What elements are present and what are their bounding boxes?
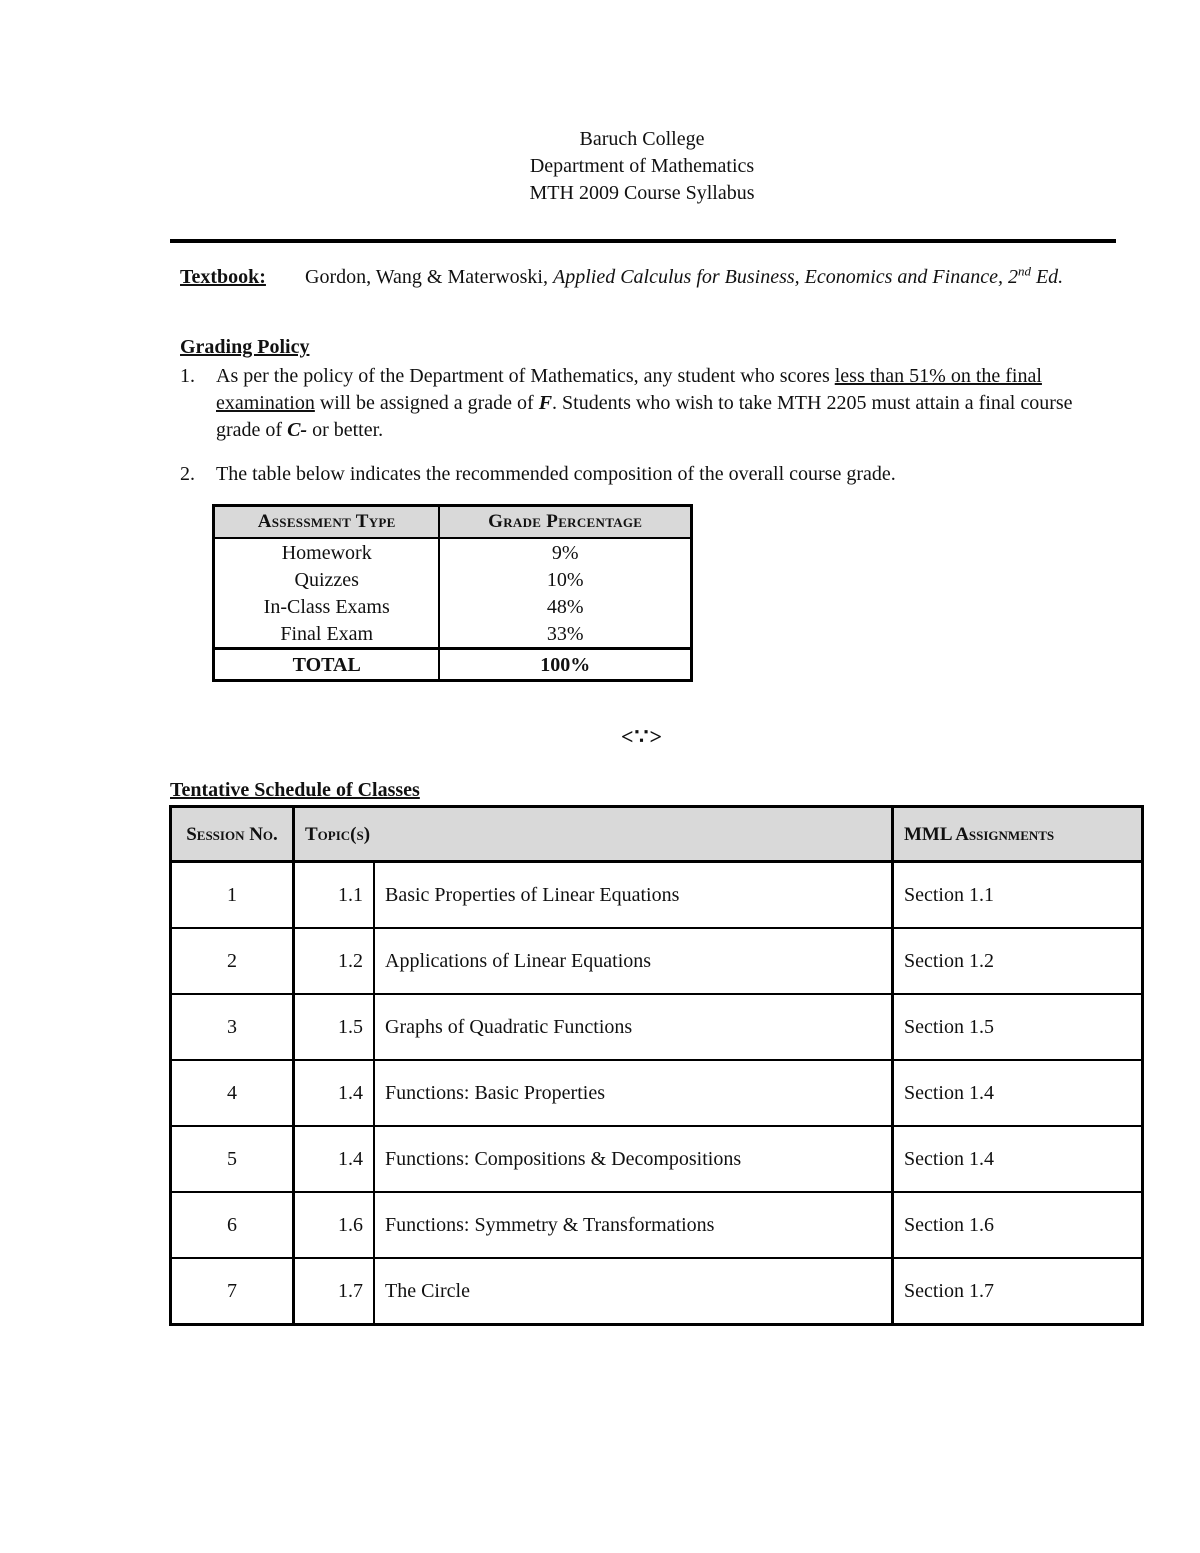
session-number: 6 [171,1192,294,1258]
header-divider [170,239,1116,243]
mml-assignment: Section 1.5 [893,994,1143,1060]
document-header [0,126,1200,207]
grade-table-header-percentage: Grade Percentage [439,506,691,539]
grade-table-header-assessment: Assessment Type [214,506,440,539]
table-row [171,1258,1143,1325]
grade-f: F [538,392,553,414]
grading-item-1-text: As per the policy of the Department of Mathematics, any student who scores less than 51% on the final examination will be assigned a grade of F. Students who wish to take MTH 2205 must attain a final course grade of C- or better. [216,365,1073,441]
topic-title: Graphs of Quadratic Functions [374,994,893,1060]
course-title: MTH 2009 Course Syllabus [529,182,755,204]
section-number: 1.4 [294,1126,375,1192]
table-row [171,1192,1143,1258]
textbook-authors: Gordon, Wang & Materwoski, [305,266,553,288]
topic-title: Functions: Symmetry & Transformations [374,1192,893,1258]
section-number: 1.2 [294,928,375,994]
grade-table-row [214,538,692,566]
grade-percentage: 10% [439,566,691,593]
grade-percentage: 48% [439,593,691,620]
textbook-citation [305,263,1106,291]
total-value: 100% [439,649,691,681]
textbook-label: Textbook: [180,266,266,288]
schedule-header-session: Session No. [171,807,294,862]
session-number: 4 [171,1060,294,1126]
mml-assignment: Section 1.1 [893,862,1143,929]
section-number: 1.7 [294,1258,375,1325]
schedule-title: Tentative Schedule of Classes [170,779,420,801]
table-row [171,994,1143,1060]
grading-item-2-text: The table below indicates the recommended composition of the overall course grade. [216,463,896,485]
topic-title: The Circle [374,1258,893,1325]
session-number: 7 [171,1258,294,1325]
textbook-edition-sup: nd [1017,263,1031,279]
grade-c-minus: C- [287,419,308,441]
table-row [171,1126,1143,1192]
topic-title: Functions: Compositions & Decompositions [374,1126,893,1192]
total-label: TOTAL [214,649,440,681]
mml-assignment: Section 1.2 [893,928,1143,994]
session-number: 2 [171,928,294,994]
grading-item-2-number: 2. [180,463,195,485]
session-number: 1 [171,862,294,929]
grade-percentage: 33% [439,620,691,649]
table-row [171,928,1143,994]
grading-policy-title: Grading Policy [180,336,310,358]
assessment-type: In-Class Exams [214,593,440,620]
grade-table-row [214,566,692,593]
department-name: Department of Mathematics [529,155,755,177]
final-exam-threshold: less than 51% on the final examination [216,365,1042,414]
schedule-header-mml: MML Assignments [893,807,1143,862]
grading-item-1 [180,363,1106,444]
grading-item-2 [180,461,1106,488]
topic-title: Functions: Basic Properties [374,1060,893,1126]
grading-item-1-number: 1. [180,365,195,387]
textbook-section [180,263,1106,291]
section-ornament: <∵> [620,724,664,749]
section-number: 1.6 [294,1192,375,1258]
textbook-title: Applied Calculus for Business, Economics and Finance, 2 [553,266,1018,288]
section-number: 1.1 [294,862,375,929]
grade-table-row [214,593,692,620]
mml-assignment: Section 1.6 [893,1192,1143,1258]
session-number: 3 [171,994,294,1060]
table-row [171,862,1143,929]
schedule-table [169,805,1144,1326]
college-name: Baruch College [579,128,705,150]
mml-assignment: Section 1.4 [893,1126,1143,1192]
schedule-header-topics: Topic(s) [294,807,893,862]
grade-percentage: 9% [439,538,691,566]
topic-title: Basic Properties of Linear Equations [374,862,893,929]
table-row [171,1060,1143,1126]
mml-assignment: Section 1.4 [893,1060,1143,1126]
textbook-edition-suffix: Ed. [1030,266,1064,288]
assessment-type: Final Exam [214,620,440,649]
grade-table-total-row [214,649,692,681]
grade-composition-table [212,504,693,682]
topic-title: Applications of Linear Equations [374,928,893,994]
section-number: 1.5 [294,994,375,1060]
assessment-type: Quizzes [214,566,440,593]
assessment-type: Homework [214,538,440,566]
mml-assignment: Section 1.7 [893,1258,1143,1325]
section-number: 1.4 [294,1060,375,1126]
session-number: 5 [171,1126,294,1192]
grade-table-row [214,620,692,649]
